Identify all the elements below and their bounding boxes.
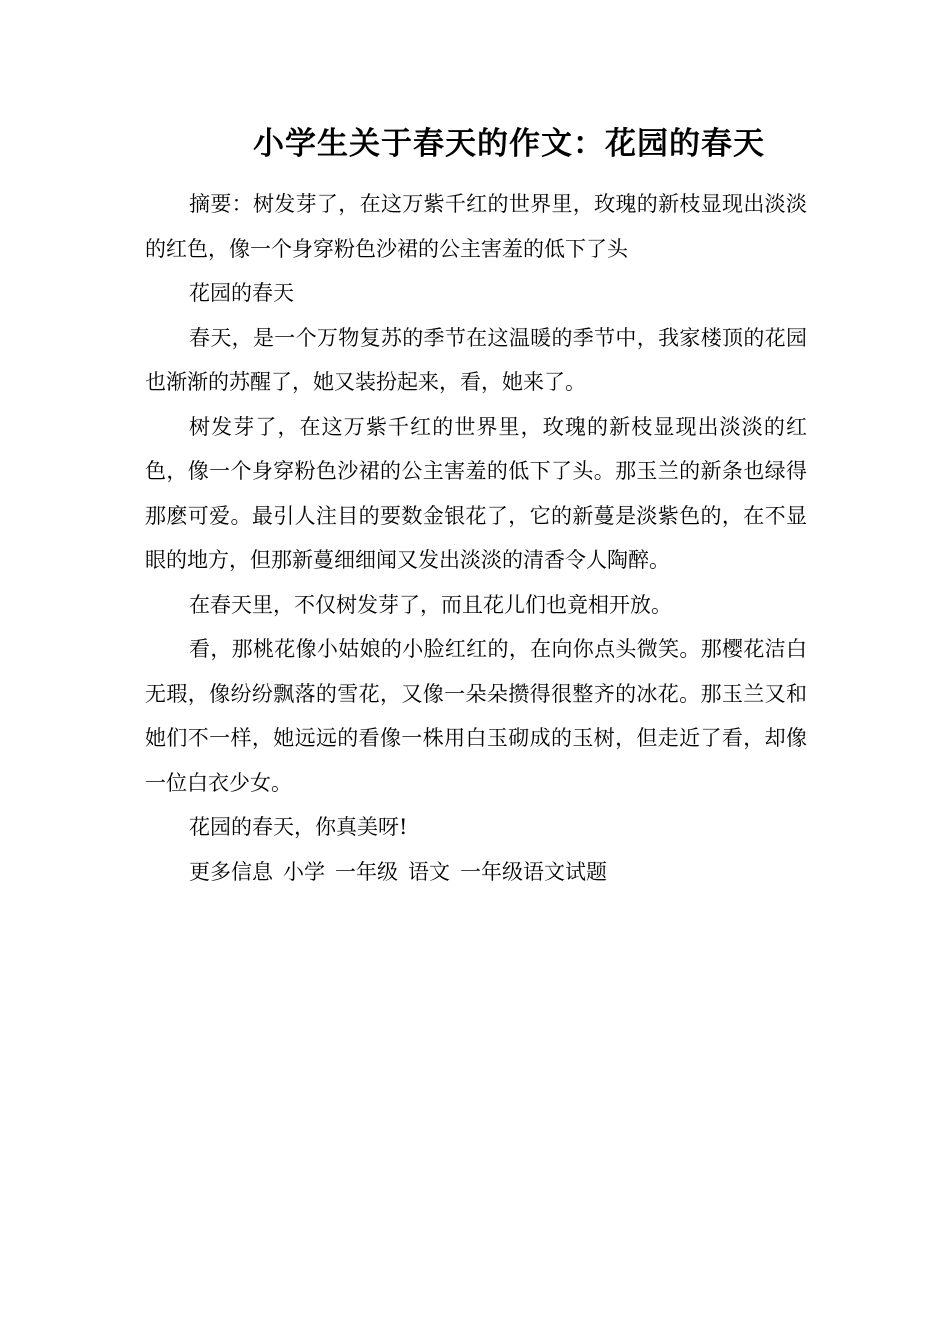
closing-paragraph: 花园的春天，你真美呀! xyxy=(189,815,408,839)
subtitle-paragraph: 花园的春天 xyxy=(189,281,294,305)
more-info-footer xyxy=(145,850,807,895)
tag-link[interactable]: 小学 xyxy=(283,859,325,884)
document-body xyxy=(145,182,807,894)
body-paragraph: 春天，是一个万物复苏的季节在这温暖的季节中，我家楼顶的花园也渐渐的苏醒了，她又装扮起来，看，她来了。 xyxy=(145,325,807,394)
tag-link[interactable]: 一年级语文试题 xyxy=(460,859,607,884)
body-paragraph: 在春天里，不仅树发芽了，而且花儿们也竟相开放。 xyxy=(189,592,672,617)
tag-link[interactable]: 一年级 xyxy=(335,859,398,884)
tag-link[interactable]: 语文 xyxy=(408,859,450,884)
summary-paragraph: 摘要：树发芽了，在这万紫千红的世界里，玫瑰的新枝显现出淡淡的红色，像一个身穿粉色沙裙的公主害羞的低下了头 xyxy=(145,192,807,261)
body-paragraph: 树发芽了，在这万紫千红的世界里，玫瑰的新枝显现出淡淡的红色，像一个身穿粉色沙裙的公主害羞的低下了头。那玉兰的新条也绿得那麽可爱。最引人注目的要数金银花了，它的新蔓是淡紫色的，在不显眼的地方，但那新蔓细细闻又发出淡淡的清香令人陶醉。 xyxy=(145,414,807,572)
body-paragraph: 看，那桃花像小姑娘的小脸红红的，在向你点头微笑。那樱花洁白无瑕，像纷纷飘落的雪花，又像一朵朵攒得很整齐的冰花。那玉兰又和她们不一样，她远远的看像一株用白玉砌成的玉树，但走近了看，却像一位白衣少女。 xyxy=(145,637,807,795)
document-title: 小学生关于春天的作文：花园的春天 xyxy=(253,126,765,162)
more-info-label: 更多信息 xyxy=(189,859,273,884)
